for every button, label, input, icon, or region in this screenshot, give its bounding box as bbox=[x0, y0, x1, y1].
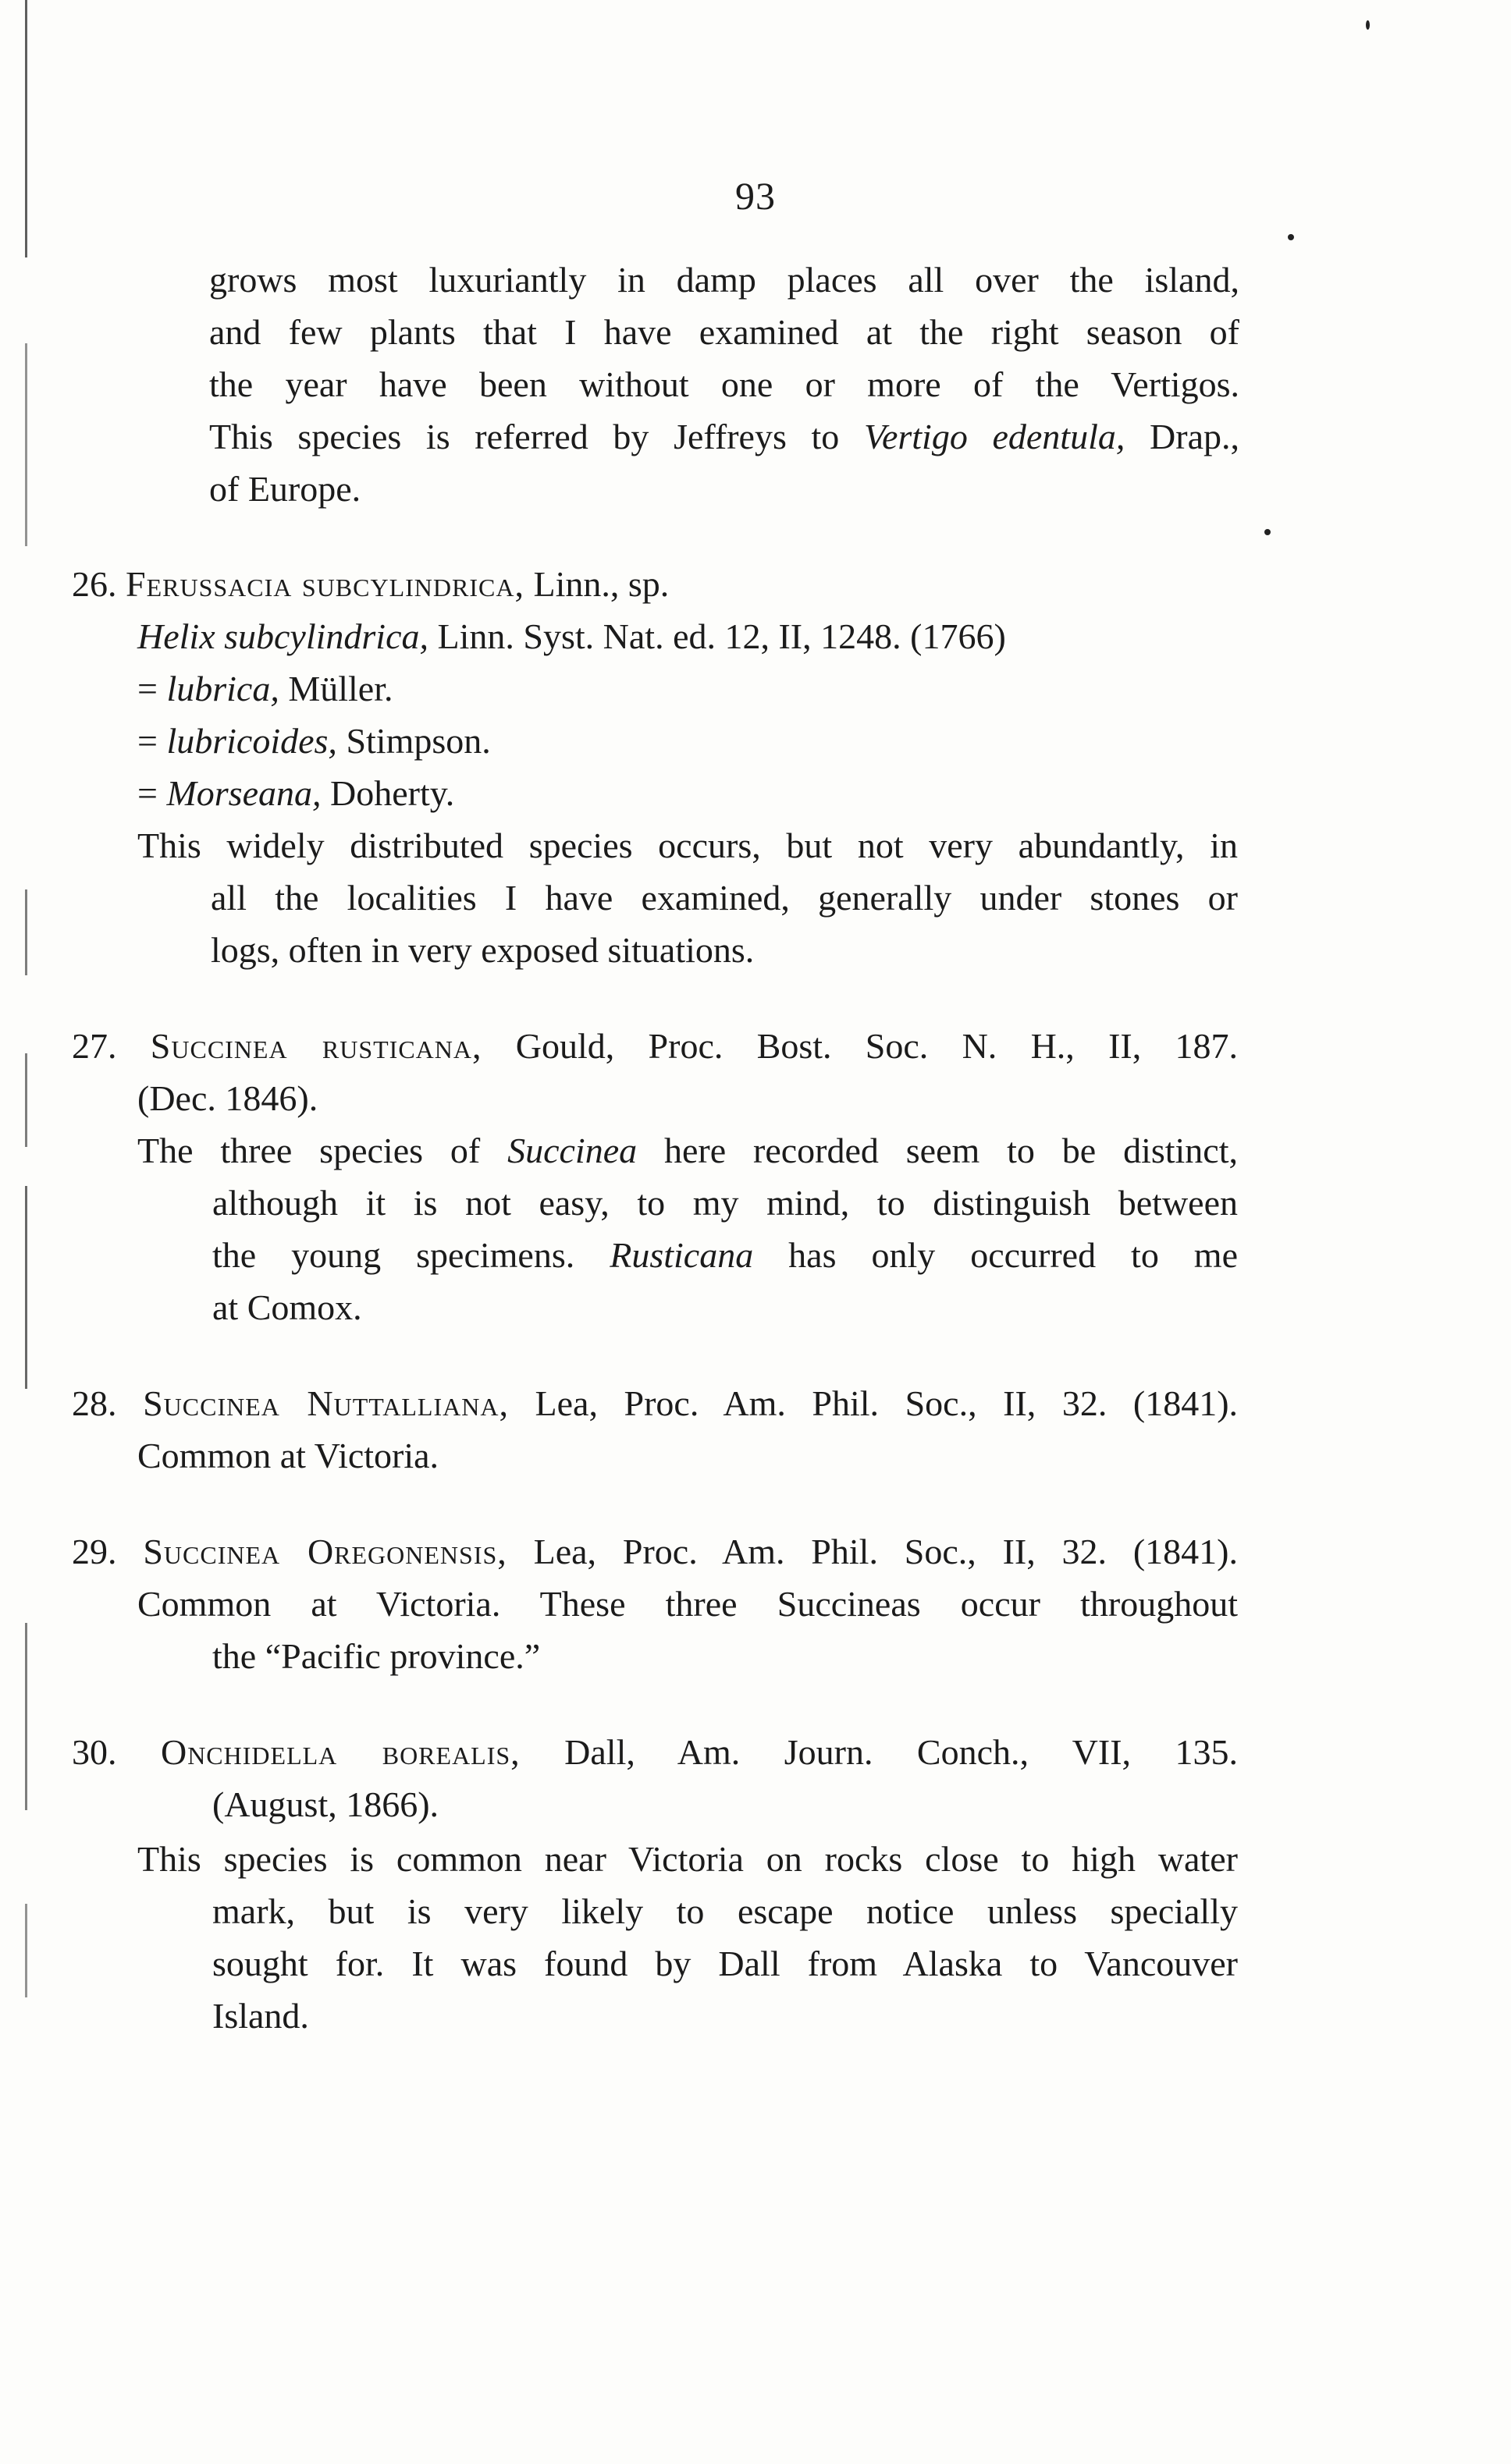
synonym-name: lubrica, bbox=[166, 669, 279, 708]
species-name-italic: Rusticana bbox=[610, 1235, 754, 1275]
equals-sign: = bbox=[137, 773, 158, 813]
entry-29-text-1: Common at Victoria. These three Succineas occur throughout bbox=[137, 1584, 1238, 1624]
species-citation: Lea, Proc. Am. Phil. Soc., II, 32. (1841). bbox=[535, 1383, 1239, 1423]
entry-27-heading bbox=[72, 1028, 1238, 1064]
species-citation: Gould, Proc. Bost. Soc. N. H., II, 187. bbox=[515, 1026, 1238, 1066]
intro-line-1: grows most luxuriantly in damp places all over the island, bbox=[209, 260, 1239, 300]
entry-number: 26. bbox=[72, 564, 117, 604]
species-name-italic: Vertigo edentula, bbox=[863, 417, 1125, 456]
intro-line-5: of Europe. bbox=[209, 469, 361, 509]
entry-29-text-2: the “Pacific province.” bbox=[212, 1636, 541, 1676]
ink-speck bbox=[1264, 529, 1271, 535]
synonym-citation: Linn. Syst. Nat. ed. 12, II, 1248. (1766) bbox=[437, 616, 1006, 656]
entry-26-synonym-2 bbox=[137, 671, 393, 707]
synonym-author: Müller. bbox=[288, 669, 393, 708]
species-author: Linn., sp. bbox=[533, 564, 670, 604]
genus-name-italic: Succinea bbox=[507, 1131, 638, 1170]
binding-edge-mark bbox=[25, 0, 27, 257]
entry-26-text-3: logs, often in very exposed situations. bbox=[211, 930, 755, 970]
entry-27-text-1 bbox=[137, 1133, 1238, 1169]
binding-edge-mark bbox=[25, 1053, 27, 1147]
binding-edge-mark bbox=[25, 1623, 27, 1810]
ink-speck bbox=[1288, 234, 1294, 240]
entry-27-text-2: although it is not easy, to my mind, to distinguish between bbox=[212, 1183, 1238, 1223]
synonym-name: Helix subcylindrica, bbox=[137, 616, 429, 656]
entry-26-text-1: This widely distributed species occurs, but not very abundantly, in bbox=[137, 825, 1238, 865]
species-name: Succinea Oregonensis, bbox=[143, 1532, 507, 1571]
entry-30-text-2: mark, but is very likely to escape notice unless specially bbox=[212, 1891, 1238, 1931]
intro-line-4-tail: Drap., bbox=[1150, 417, 1239, 456]
entry-26-heading bbox=[72, 566, 669, 602]
entry-27-text-3 bbox=[212, 1237, 1238, 1273]
synonym-author: Doherty. bbox=[330, 773, 455, 813]
entry-26-synonym-4 bbox=[137, 773, 455, 813]
species-citation: Lea, Proc. Am. Phil. Soc., II, 32. (1841). bbox=[533, 1532, 1238, 1571]
entry-30-text-3: sought for. It was found by Dall from Alaska to Vancouver bbox=[212, 1944, 1238, 1983]
species-name: Succinea rusticana, bbox=[150, 1026, 482, 1066]
page-number: 93 bbox=[735, 174, 776, 218]
binding-edge-mark bbox=[25, 1186, 27, 1389]
entry-27-text-1-b: here recorded seem to be distinct, bbox=[663, 1131, 1239, 1170]
entry-number: 27. bbox=[72, 1026, 117, 1066]
equals-sign: = bbox=[137, 721, 158, 761]
entry-27-text-3-a: the young specimens. bbox=[212, 1235, 575, 1275]
entry-26-synonym-3 bbox=[137, 723, 491, 759]
synonym-name: Morseana, bbox=[166, 773, 322, 813]
species-name: Succinea Nuttalliana, bbox=[143, 1383, 509, 1423]
entry-30-heading bbox=[72, 1734, 1238, 1770]
entry-27-text-3-b: has only occurred to me bbox=[788, 1235, 1239, 1275]
synonym-author: Stimpson. bbox=[346, 721, 491, 761]
entry-number: 28. bbox=[72, 1383, 117, 1423]
entry-26-synonym-1 bbox=[137, 616, 1006, 656]
binding-edge-mark bbox=[25, 343, 27, 546]
synonym-name: lubricoides, bbox=[166, 721, 337, 761]
entry-30-text-1: This species is common near Victoria on rocks close to high water bbox=[137, 1839, 1238, 1879]
intro-line-3: the year have been without one or more of the Vertigos. bbox=[209, 364, 1239, 404]
entry-27-text-4: at Comox. bbox=[212, 1287, 362, 1327]
species-name: Ferussacia subcylindrica, bbox=[126, 564, 524, 604]
binding-edge-mark bbox=[25, 1904, 27, 1997]
species-name: Onchidella borealis, bbox=[160, 1732, 521, 1772]
entry-28-text: Common at Victoria. bbox=[137, 1436, 439, 1475]
entry-number: 30. bbox=[72, 1732, 117, 1772]
intro-line-4 bbox=[209, 419, 1239, 455]
entry-27-date: (Dec. 1846). bbox=[137, 1078, 318, 1118]
entry-29-heading bbox=[72, 1534, 1238, 1570]
species-citation: Dall, Am. Journ. Conch., VII, 135. bbox=[564, 1732, 1238, 1772]
entry-number: 29. bbox=[72, 1532, 117, 1571]
equals-sign: = bbox=[137, 669, 158, 708]
intro-line-2: and few plants that I have examined at the right season of bbox=[209, 312, 1239, 352]
entry-26-text-2: all the localities I have examined, generally under stones or bbox=[211, 878, 1238, 918]
entry-28-heading bbox=[72, 1383, 1239, 1423]
ink-speck bbox=[1366, 20, 1370, 30]
entry-27-text-1-a: The three species of bbox=[137, 1131, 481, 1170]
binding-edge-mark bbox=[25, 889, 27, 975]
entry-30-date: (August, 1866). bbox=[212, 1784, 439, 1824]
entry-30-text-4: Island. bbox=[212, 1996, 309, 2036]
intro-line-4-text: This species is referred by Jeffreys to bbox=[209, 417, 840, 456]
